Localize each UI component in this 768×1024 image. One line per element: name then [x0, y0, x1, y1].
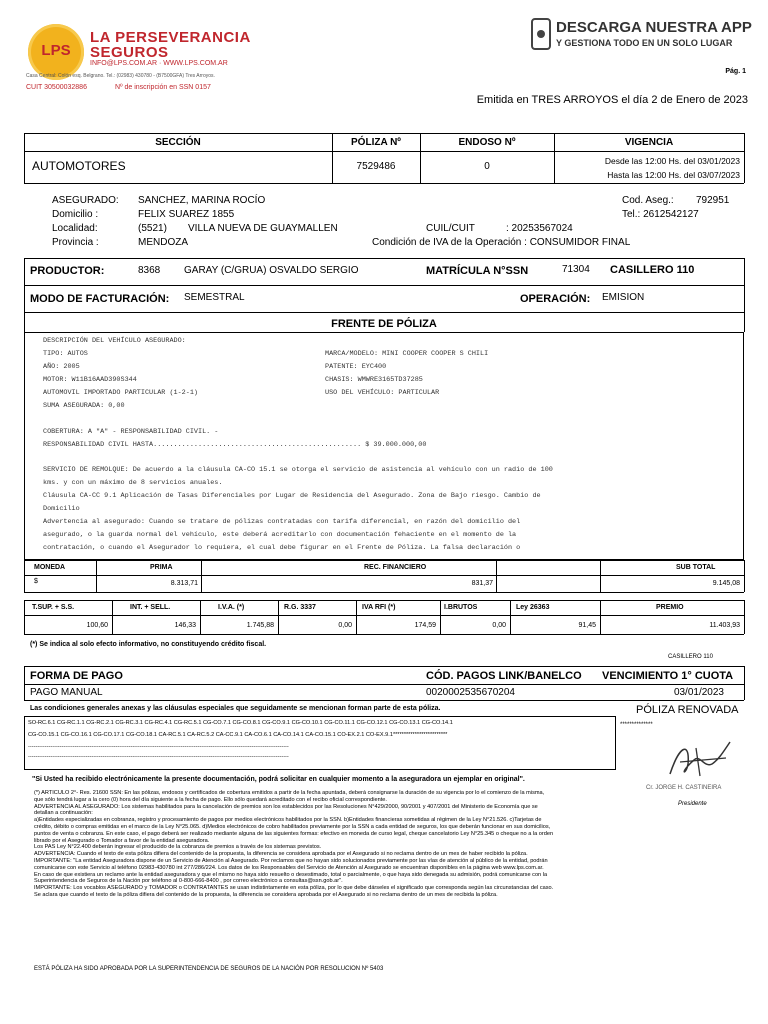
- company-address: Casa Central: Colón esq. Belgrano. Tel.: (02983) 430780 - (B7500GFA) Tres Arroyos.: [26, 73, 215, 79]
- clausulas-line: CG-CO.15.1 CG-CO.16.1 CG-CO.17.1 CG-CO.18.1 CA-RC.5.1 CA-RC.5.2 CA-CC.9.1 CA-CO.6.1 CA-CO.14.1 CA-CO.15.1 CO-EX.2.1 CO-EX.9.1*************************: [28, 732, 448, 738]
- legal-line: IMPORTANTE: "La entidad Aseguradora dispone de un Servicio de Atención al Asegurado. Por reclamos que no hayan sido solucionados previamente por las vías de atención al público de la entidad, podrán: [34, 857, 548, 864]
- divider: [24, 133, 744, 134]
- frente-title: FRENTE DE PÓLIZA: [331, 318, 437, 330]
- divider: [744, 312, 745, 332]
- clausulas-stars: **************: [620, 722, 653, 728]
- header-ivarfi: IVA RFI (*): [362, 604, 396, 611]
- divider: [744, 258, 745, 285]
- app-banner-title: DESCARGA NUESTRA APP: [556, 19, 752, 36]
- clause-line: kms. y con un máximo de 8 servicios anuales.: [43, 479, 223, 487]
- vehiculo-line: PATENTE: EYC400: [325, 363, 387, 371]
- legal-line: (*) ARTICULO 2°- Res. 21600 SSN: En las pólizas, endosos y certificados de cobertura emitidos a partir de la fecha apuntada, deberá consignarse la duración de su vigencia por lo el comienzo de la misma,: [34, 790, 545, 796]
- clausulas-line: SO-RC.6.1 CG-RC.1.1 CG-RC.2.1 CG-RC.3.1 CG-RC.4.1 CG-RC.5.1 CG-CO.7.1 CG-CO.8.1 CG-CO.9.1 CG-CO.10.1 CG-CO.11.1 CG-CO.12.1 CG-CO.13.1 CG-CO.14.1: [28, 720, 453, 726]
- moneda-value: $: [34, 578, 38, 585]
- divider: [24, 151, 744, 152]
- divider: [24, 560, 25, 592]
- divider: [24, 258, 25, 285]
- productor-casillero: CASILLERO 110: [610, 264, 695, 276]
- legal-line: En caso de que existiera un reclamo ante la entidad aseguradora y que el mismo no haya sido resuelto o desestimado, total o parcialmente, o que haya sido denegada su admisión, podrá comunicarse con la: [34, 871, 548, 878]
- frente-box: [24, 332, 744, 560]
- premio-value: 11.403,93: [709, 622, 740, 629]
- clause-line: Cláusula CA-CC 9.1 Aplicación de Tasas Diferenciales por Lugar de Residencia del Asegurado. Zona de Bajo riesgo. Cambio de: [43, 492, 541, 500]
- divider: [600, 560, 601, 592]
- divider: [24, 312, 744, 313]
- divider: [24, 666, 25, 700]
- company-logo: [28, 24, 84, 80]
- company-cuit: CUIT 30500032886: [26, 84, 87, 91]
- label-facturacion: MODO DE FACTURACIÓN:: [30, 293, 170, 305]
- clausulas-dashes: --------------------------------------------------------------------------------------------------------------------------------------------: [28, 744, 289, 750]
- legal-line: IMPORTANTE: Los vocablos ASEGURADO y TOMADOR o CONTRATANTES se usan indistintamente en esta póliza, por lo que debe dárseles el significado que corresponda según las circunstancias del caso.: [34, 885, 554, 892]
- label-cuil: CUIL/CUIT: [426, 223, 475, 234]
- clause-line: Advertencia al asegurado: Cuando se tratare de pólizas contratadas con tarifa diferencial, en razón del domicilio del: [43, 518, 521, 526]
- header-endoso: ENDOSO Nº: [458, 137, 516, 148]
- header-subtotal: SUB TOTAL: [676, 564, 716, 571]
- emission-text: Emitida en TRES ARROYOS el día 2 de Enero de 2023: [476, 94, 748, 106]
- footer-text: ESTÁ PÓLIZA HA SIDO APROBADA POR LA SUPERINTENDENCIA DE SEGUROS DE LA NACIÓN POR RESOLUCION Nº 5403: [34, 966, 384, 972]
- ivarfi-value: 174,59: [414, 622, 436, 629]
- productor-matricula: 71304: [562, 264, 590, 275]
- forma-pago-value: PAGO MANUAL: [30, 687, 103, 698]
- divider: [744, 133, 745, 183]
- legal-line: Se aclara que cuando el texto de la póliza difiera del contenido de la propuesta, la diferencia se considera aprobada por el Asegurado si no reclama dentro de un mes de recibida la póliza.: [34, 891, 498, 898]
- operacion-valor: EMISION: [602, 292, 645, 303]
- divider: [24, 258, 744, 259]
- label-forma-pago: FORMA DE PAGO: [30, 670, 123, 682]
- asegurado-localidad: VILLA NUEVA DE GUAYMALLEN: [188, 223, 338, 234]
- page-number: Pág. 1: [725, 68, 746, 75]
- label-cod-pagos: CÓD. PAGOS LINK/BANELCO: [426, 670, 582, 682]
- header-tsup: T.SUP. + S.S.: [32, 604, 75, 611]
- asegurado-cp: (5521): [138, 223, 167, 234]
- logo-text: LPS: [41, 42, 71, 59]
- divider: [496, 560, 497, 592]
- company-name-line2: SEGUROS: [90, 44, 169, 61]
- legal-line: ADVERTENCIA AL ASEGURADO: Los sistemas habilitados para la cancelación de premios son los establecidos por las Resoluciones N°429/2000, 90/2001 y 407/2001 del Ministerio de Economía que se: [34, 803, 538, 810]
- divider: [24, 666, 744, 667]
- tsup-value: 100,60: [86, 622, 108, 629]
- divider: [744, 285, 745, 312]
- label-matricula: MATRÍCULA N°SSN: [426, 265, 529, 277]
- header-vigencia: VIGENCIA: [624, 137, 674, 148]
- int-value: 146,33: [174, 622, 196, 629]
- cod-aseg: 792951: [696, 195, 730, 206]
- header-prima: PRIMA: [150, 564, 173, 571]
- divider: [24, 133, 25, 183]
- vehiculo-line: USO DEL VEHÍCULO: PARTICULAR: [325, 389, 440, 397]
- divider: [24, 560, 744, 561]
- company-name: [90, 30, 251, 60]
- divider: [24, 700, 744, 701]
- clause-line: Domicilio: [43, 505, 80, 513]
- vehiculo-line: AÑO: 2005: [43, 363, 80, 371]
- label-asegurado: ASEGURADO:: [52, 195, 119, 206]
- legal-line: crédito, débito o compras emitidas en el marco de la Ley N°25.065. d)Medios electrónicos de cobro habilitados previamente por la SSN a cada entidad de seguros, los que deberán funcionar en sus domicilios,: [34, 823, 551, 830]
- divider: [24, 615, 744, 616]
- divider: [554, 133, 555, 183]
- legal-line: ADVERTENCIA: Cuando el texto de esta póliza difiera del contenido de la propuesta, la diferencia se considera aprobada por el Asegurado si no reclama dentro de un mes de haber recibido la póliza.: [34, 851, 528, 858]
- legal-line: que sólo tendrá lugar a la cero (0) hora del día siguiente a la fecha de pago. Ello sólo quedará acreditado con el recibo oficial correspondiente.: [34, 796, 387, 803]
- divider: [24, 592, 744, 593]
- vencimiento-value: 03/01/2023: [673, 687, 724, 698]
- ibrutos-value: 0,00: [492, 622, 506, 629]
- label-provincia: Provincia :: [52, 237, 99, 248]
- divider: [24, 285, 25, 312]
- asegurado-tel: Tel.: 2612542127: [622, 209, 699, 220]
- facturacion-valor: SEMESTRAL: [184, 292, 245, 303]
- cod-pagos-value: 0020002535670204: [426, 687, 515, 698]
- company-ssn: Nº de inscripción en SSN 0157: [114, 84, 211, 91]
- asegurado-cuil: : 20253567024: [506, 223, 573, 234]
- label-productor: PRODUCTOR:: [30, 265, 105, 277]
- header-int: INT. + SELL.: [130, 604, 171, 611]
- company-contact: INFO@LPS.COM.AR · WWW.LPS.COM.AR: [90, 60, 228, 67]
- divider: [332, 133, 333, 183]
- divider: [744, 600, 745, 634]
- company-name-line1: LA PERSEVERANCIA: [90, 29, 251, 46]
- vehiculo-line: CHASIS: WMWRE3165TD37285: [325, 376, 423, 384]
- label-domicilio: Domicilio :: [52, 209, 99, 220]
- rg-value: 0,00: [338, 622, 352, 629]
- divider: [24, 634, 744, 635]
- phone-icon: [531, 18, 551, 50]
- header-ibrutos: I.BRUTOS: [444, 604, 478, 611]
- fiscal-note: (*) Se indica al solo efecto informativo, no constituyendo crédito fiscal.: [30, 641, 267, 648]
- divider: [744, 560, 745, 592]
- ley-value: 91,45: [578, 622, 596, 629]
- legal-line: Superintendencia de Seguros de la Nación por teléfono al 0-800-666-8400 , por correo electrónico a consultas@ssn.gob.ar".: [34, 878, 343, 885]
- asegurado-provincia: MENDOZA: [138, 237, 188, 248]
- vehiculo-line: MOTOR: W11B16AAD390S344: [43, 376, 137, 384]
- poliza-renovada: PÓLIZA RENOVADA: [636, 704, 739, 716]
- vigencia-desde: Desde las 12:00 Hs. del 03/01/2023: [604, 156, 740, 166]
- legal-line: Los PAS Ley N°22.400 deberán ingresar el producido de la cobranza de premios a través de los sistemas previstos.: [34, 844, 322, 851]
- divider: [96, 560, 97, 592]
- clause-line: SERVICIO DE REMOLQUE: De acuerdo a la cláusula CA-CO 15.1 se otorga el servicio de asistencia al vehículo con un radio de 100: [43, 466, 553, 474]
- label-vencimiento: VENCIMIENTO 1° CUOTA: [602, 670, 734, 682]
- rc-line: RESPONSABILIDAD CIVIL HASTA................................................... $ 39.000.000,00: [43, 441, 427, 449]
- asegurado-iva: Condición de IVA de la Operación : CONSUMIDOR FINAL: [372, 237, 631, 248]
- clause-line: asegurado, o la guarda normal del vehículo, este deberá acreditarlo con documentación fehaciente en el momento de la: [43, 531, 517, 539]
- header-moneda: MONEDA: [34, 564, 66, 571]
- casillero-small: CASILLERO 110: [668, 654, 713, 660]
- company-cuit-row: [26, 84, 237, 91]
- subtotal-value: 9.145,08: [712, 580, 740, 587]
- asegurado-domicilio: FELIX SUAREZ 1855: [138, 209, 235, 220]
- header-rec: REC. FINANCIERO: [364, 564, 427, 571]
- asegurado-nombre: SANCHEZ, MARINA ROCÍO: [138, 195, 266, 206]
- header-seccion: SECCIÓN: [155, 137, 201, 148]
- header-premio: PREMIO: [656, 604, 684, 611]
- vehiculo-line: DESCRIPCIÓN DEL VEHÍCULO ASEGURADO:: [43, 337, 186, 345]
- legal-line: puntos de venta o cobranza. En este caso, el pago deberá ser realizado mediante alguna de las siguientes formas: efectivo en moneda de curso legal, cheque cancelatorio Ley N°25.345 o cheque no a la orden: [34, 830, 554, 837]
- rec-value: 831,37: [471, 580, 493, 587]
- vehiculo-line: TIPO: AUTOS: [43, 350, 88, 358]
- endoso-number: 0: [484, 161, 490, 172]
- legal-line: librado por el Asegurado o Tomador a favor de la entidad aseguradora.: [34, 837, 210, 844]
- condiciones-text: Las condiciones generales anexas y las cláusulas especiales que seguidamente se mencionan forman parte de esta póliza.: [30, 705, 441, 712]
- vehiculo-line: SUMA ASEGURADA: 0,00: [43, 402, 125, 410]
- divider: [24, 600, 744, 601]
- policy-number: 7529486: [356, 161, 396, 172]
- divider: [24, 575, 744, 576]
- divider: [420, 133, 421, 183]
- legal-line: a)Entidades especializadas en cobranza, registro y procesamiento de pagos por medios electrónicos habilitados por la SSN. b)Entidades financieras sometidas al régimen de la Ley N°21.526. c)Tarjetas de: [34, 817, 542, 824]
- cobertura-line: COBERTURA: A "A" - RESPONSABILIDAD CIVIL. -: [43, 428, 219, 436]
- header-poliza: PÓLIZA Nº: [351, 137, 401, 148]
- vehiculo-line: MARCA/MODELO: MINI COOPER COOPER S CHILI: [325, 350, 489, 358]
- signature-image: [660, 734, 740, 782]
- iva-value: 1.745,88: [246, 622, 274, 629]
- clause-line: contratación, o cuando el Asegurador lo requiera, el cual debe figurar en el Frente de Póliza. La falsa declaración o: [43, 544, 521, 552]
- clausulas-dashes: --------------------------------------------------------------------------------------------------------------------------------------------: [28, 754, 289, 760]
- legal-line: comunicarse con este Servicio al teléfono 02983-430780 int 277/286/224. Los datos de los Responsables del Servicio de Atención al Asegurado se encuentran disponibles en la página web www.lps.com.ar.: [34, 864, 544, 871]
- divider: [24, 684, 744, 685]
- app-banner-subtitle: Y GESTIONA TODO EN UN SOLO LUGAR: [556, 38, 733, 48]
- policy-seccion: AUTOMOTORES: [32, 159, 126, 173]
- divider: [24, 183, 744, 184]
- aviso-text: "Si Usted ha recibido electrónicamente la presente documentación, podrá solicitar en cualquier momento a la aseguradora un ejemplar en original".: [32, 776, 525, 783]
- divider: [201, 560, 202, 592]
- label-cod-aseg: Cod. Aseg.:: [622, 195, 674, 206]
- signer-role: Presidente: [678, 801, 707, 807]
- divider: [24, 285, 744, 286]
- header-rg: R.G. 3337: [284, 604, 316, 611]
- signer-name: Cr. JORGE H. CASTINEIRA: [646, 785, 722, 791]
- label-operacion: OPERACIÓN:: [520, 293, 591, 305]
- header-iva: I.V.A. (*): [218, 604, 245, 611]
- prima-value: 8.313,71: [170, 580, 198, 587]
- legal-line: detallan a continuación:: [34, 810, 93, 817]
- legal-block: [34, 790, 750, 899]
- divider: [744, 666, 745, 700]
- vigencia-hasta: Hasta las 12:00 Hs. del 03/07/2023: [607, 170, 740, 180]
- label-localidad: Localidad:: [52, 223, 98, 234]
- productor-codigo: 8368: [138, 265, 161, 276]
- header-ley: Ley 26363: [516, 604, 550, 611]
- productor-nombre: GARAY (C/GRUA) OSVALDO SERGIO: [184, 265, 359, 276]
- vehiculo-line: AUTOMOVIL IMPORTADO PARTICULAR (1-2-1): [43, 389, 198, 397]
